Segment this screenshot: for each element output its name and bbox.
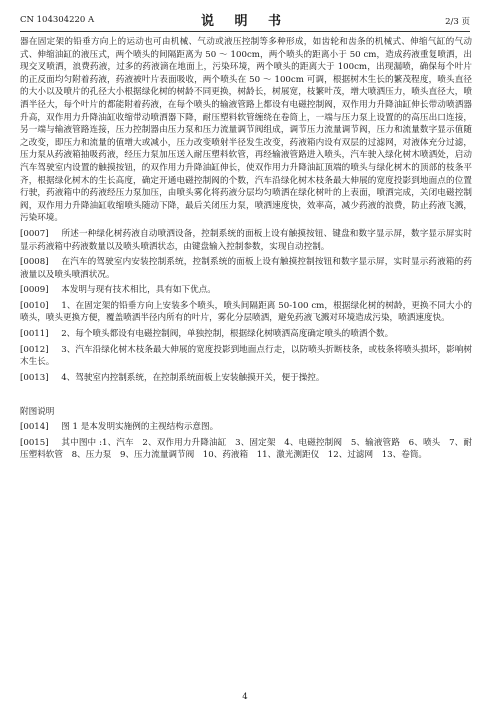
section-heading: 附图说明 xyxy=(20,407,55,418)
page-number: 4 xyxy=(242,692,248,702)
paragraph-number: [0013] xyxy=(20,372,49,383)
paragraph-text: 图 1 是本发明实施例的主视结构示意图。 xyxy=(61,422,219,433)
header-divider xyxy=(20,31,470,32)
paragraph-0011 xyxy=(20,328,472,341)
paragraph-0012 xyxy=(20,344,472,369)
paragraph-continuation: 器在固定架的铅垂方向上的运动也可由机械、气动或液压控制等多种形成，如齿轮和齿条的机械式、伸缩气缸的气动式、伸缩油缸的液压式，两个喷头的间隔距离为 50 ～ 100cm，两个喷头的距离小于 50 cm，造成药液重复喷洒，出现交叉喷洒，浪费药液，过多的药液滴在地面上，污染环境，两个喷头的距离大于 100cm，出现漏喷，确保每个叶片的正反面均匀附着药液，药液被叶片表面吸收，两个喷头在 50 ～ 100cm 可调，根据树木生长的繁茂程度，喷头直径的大小以及喷片的孔径大小根据绿化树的树龄不同更换，树龄长，树展宽，枝繁叶茂，增大喷洒压力，喷头直径大，喷洒半径大，每个叶片的都能附着药液，在每个喷头的输液管路上都设有电磁控制阀，双作用力升降油缸伸长带动喷洒器升高，双作用力升降油缸收缩带动喷洒器下降，耐压塑料软管缠绕在卷筒上，一端与压力泵上设置的的高压出口连接，另一端与输液管路连接，压力控制器由压力泵和压力流量调节阀组成，调节压力流量调节阀，压力和流量数字显示值随之改变，即压力和流量的值增大或减小，压力改变喷射半径发生改变，药液箱内设有双层的过滤网，对液体充分过滤，压力泵从药液箱抽吸药液，经压力泵加压送入耐压塑料软管，再经输液管路进入喷头，汽车驶入绿化树木喷洒处，启动汽车驾驶室内设置的触摸按钮，的双作用力升降油缸伸长，使双作用力升降油缸顶端的喷头与绿化树木的顶部的枝条平齐，根据绿化树木的生长高度，确定开通电磁控制阀的个数，汽车沿绿化树木枝条最大伸展的宽度投影到地面点的位置行驶，药液箱中的药液经压力泵加压，由喷头雾化将药液分层均匀喷洒在绿化树叶的上表面，喷洒完成，关闭电磁控制阀，双作用力升降油缸收缩喷头随动下降，最后关闭压力泵，喷洒速度快，效率高，减少药液的浪费，防止药液飞溅，污染环境。 xyxy=(20,37,472,224)
paragraph-text: 1、在固定架的铅垂方向上安装多个喷头，喷头间隔距离 50-100 cm，根据绿化树的树龄，更换不同大小的喷头，喷头更换方便，覆盖喷洒半径内所有的叶片，雾化分层喷洒，避免药液飞溅对环境造成污染，喷洒速度快。 xyxy=(20,300,472,324)
document-body xyxy=(20,36,472,465)
paragraph-0009 xyxy=(20,284,472,297)
patent-number: CN 104304220 A xyxy=(20,15,95,25)
paragraph-text: 本发明与现有技术相比，具有如下优点。 xyxy=(61,285,216,296)
paragraph-number: [0010] xyxy=(20,300,49,311)
paragraph-text: 2、每个喷头都设有电磁控制阀，单独控制，根据绿化树喷洒高度确定喷头的喷洒个数。 xyxy=(61,329,394,340)
page-header xyxy=(20,8,470,32)
paragraph-number: [0014] xyxy=(20,422,49,433)
paragraph-number: [0015] xyxy=(20,437,49,448)
paragraph-number: [0008] xyxy=(20,257,49,268)
paragraph-number: [0012] xyxy=(20,344,49,355)
paragraph-0008 xyxy=(20,256,472,281)
section-title-header: 说 明 书 xyxy=(200,14,290,29)
paragraph-number: [0007] xyxy=(20,228,49,239)
paragraph-0007 xyxy=(20,228,472,253)
paragraph-0013 xyxy=(20,372,472,385)
page-indicator: 2/3 页 xyxy=(445,17,470,27)
paragraph-0010 xyxy=(20,300,472,325)
paragraph-text: 所述一种绿化树药液自动喷洒设备，控制系统的面板上设有触摸按钮、键盘和数字显示屏，数字显示屏实时显示药液箱中药液数量以及喷头喷洒状态，由键盘输入控制参数，实现自动控制。 xyxy=(20,228,472,252)
paragraph-text: 4、驾驶室内控制系统，在控制系统面板上安装触摸开关，便于操控。 xyxy=(61,372,325,383)
paragraph-number: [0011] xyxy=(20,329,49,340)
paragraph-number: [0009] xyxy=(20,285,49,296)
paragraph-text: 其中图中 :1、汽车 2、双作用力升降油缸 3、固定架 4、电磁控制阀 5、输液管路 6、喷头 7、耐压塑料软管 8、压力泵 9、压力流量调节阀 10、药液箱 11、激光测距仪 12、过滤网 13、卷筒。 xyxy=(20,437,472,461)
paragraph-text: 3、汽车沿绿化树木枝条最大伸展的宽度投影到地面点行走，以防喷头折断枝条，或枝条将喷头损坏，影响树木生长。 xyxy=(20,344,472,368)
paragraph-0015 xyxy=(20,437,472,462)
paragraph-text: 在汽车的驾驶室内安装控制系统，控制系统的面板上设有触摸控制按钮和数字显示屏，实时显示药液箱的药液量以及喷头喷洒状况。 xyxy=(20,257,472,280)
paragraph-0014 xyxy=(20,421,472,434)
